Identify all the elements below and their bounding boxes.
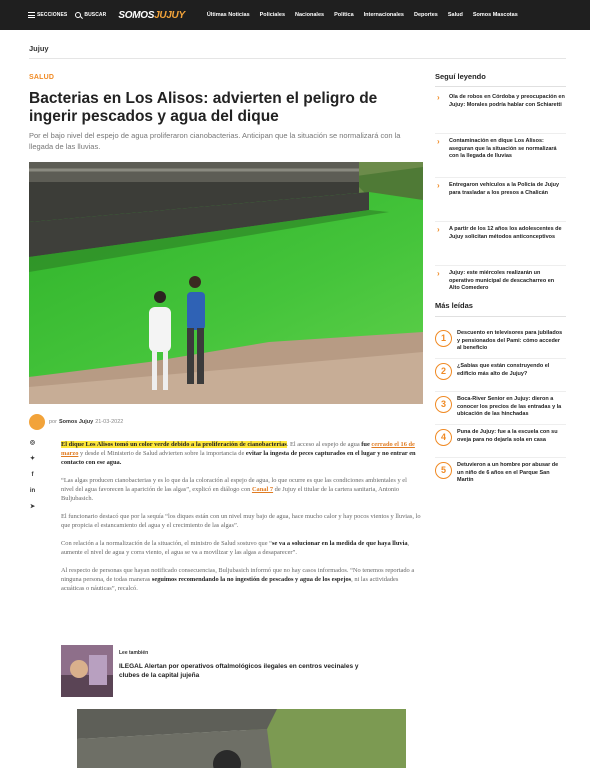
sections-label: SECCIONES [37, 12, 68, 18]
rank-badge: 4 [435, 429, 452, 446]
nav-item-internacionales[interactable]: Internacionales [363, 12, 404, 18]
inline-link[interactable]: Canal 7 [251, 486, 274, 493]
paragraph: El funcionario destacó que por la sequía “los diques están con un nivel muy bajo de agua, hace mucho calor y hay pocos vientos y lluvias, lo que propicia el estancamiento del agua y el crecimiento de las algas”. [61, 513, 421, 529]
keep-reading-title: Seguí leyendo [435, 72, 486, 81]
list-item[interactable]: › Jujuy: este miércoles realizarán un operativo municipal de descacharreo en Alto Comedero [437, 269, 555, 291]
rank-badge: 1 [435, 330, 452, 347]
share-bar [29, 440, 37, 520]
paragraph: “Las algas producen cianobacterias y es lo que da la coloración al espejo de agua, lo que ocurre es que las condiciones ambientales y el nivel del agua favorecen la aparición de las algas”, explicó en diálogo con Canal 7 de Jujuy el titular de la cartera sanitaria, Antonio Buljubasich. [61, 477, 407, 502]
list-item[interactable]: › Ola de robos en Córdoba y preocupación en Jujuy: Morales podría hablar con Schiaretti [435, 94, 566, 134]
author-name[interactable]: Somos Jujuy [58, 419, 94, 425]
list-item[interactable]: 4 Puna de Jujuy: fue a la escuela con su oveja para no dejarla sola en casa [435, 429, 566, 458]
nav-item-ultimas-noticias[interactable]: Últimas Noticias [206, 12, 250, 18]
most-read-list [435, 330, 566, 491]
sections-menu-button[interactable] [28, 12, 67, 18]
most-read-title: Más leídas [435, 301, 473, 310]
search-label: BUSCAR [84, 12, 107, 18]
publish-date: 21-03-2022 [95, 419, 124, 425]
nav-item-politica[interactable]: Política [334, 12, 354, 18]
chevron-right-icon: › [437, 225, 440, 234]
list-item[interactable]: 2 ¿Sabías que están construyendo el edificio más alto de Jujuy? [435, 363, 566, 392]
site-logo[interactable]: SOMOSJUJUY [118, 9, 185, 21]
chevron-right-icon: › [437, 269, 440, 278]
facebook-icon[interactable]: f [31, 472, 34, 478]
inline-link[interactable]: cerrado el 16 de marzo [61, 441, 415, 457]
nav-item-somos-mascotas[interactable]: Somos Mascotas [472, 12, 518, 18]
rank-badge: 5 [435, 462, 452, 479]
related-label: Lee también [119, 650, 149, 656]
divider [29, 58, 566, 59]
chevron-right-icon: › [437, 93, 440, 102]
list-item[interactable]: › A partir de los 12 años los adolescentes de Jujuy solicitan métodos anticonceptivos [435, 226, 566, 266]
nav-item-policiales[interactable]: Policiales [259, 12, 286, 18]
list-item[interactable]: 5 Detuvieron a un hombre por abusar de un niño de 6 años en el Parque San Martín [435, 462, 566, 491]
twitter-icon[interactable]: ✦ [29, 456, 36, 462]
nav-item-nacionales[interactable]: Nacionales [295, 12, 325, 18]
paragraph: Con relación a la normalización de la situación, el ministro de Salud sostuvo que “se va a solucionar en la medida de que haya lluvia, aumente el nivel de agua y corra viento, el agua se va a movilizar y las algas a desaparecer”. [61, 540, 410, 556]
paragraph: El dique Los Alisos tomó un color verde debido a la proliferación de cianobacterias. El acceso al espejo de agua fue cerrado el 16 de marzo y desde el Ministerio de Salud advierten sobre la importancia de evitar la ingesta de peces capturados en el lugar y no entrar en contacto con ese agua. [61, 441, 416, 466]
chevron-right-icon: › [437, 137, 440, 146]
article-hero-image [29, 162, 423, 404]
author-avatar [29, 414, 45, 430]
nav-item-salud[interactable]: Salud [447, 12, 463, 18]
whatsapp-icon[interactable]: ◎ [29, 440, 36, 446]
byline-prefix: por [49, 419, 57, 425]
article-subtitle: Por el bajo nivel del espejo de agua proliferaron cianobacterias. Anticipan que la situación se normalizará con la llegada de las lluvias. [29, 131, 401, 151]
divider [435, 86, 566, 87]
byline [29, 414, 123, 430]
list-item[interactable]: › Contaminación en dique Los Alisos: aseguran que la situación se normalizará con la llegada de lluvias [435, 138, 566, 178]
keep-reading-list [435, 94, 566, 300]
linkedin-icon[interactable]: in [29, 488, 36, 494]
main-nav [207, 12, 528, 18]
chevron-right-icon: › [437, 181, 440, 190]
list-item[interactable]: 3 Boca-River Senior en Jujuy: dieron a conocer los precios de las entradas y la ubicación de las hinchadas [435, 396, 566, 425]
article-second-image [77, 709, 406, 768]
nav-item-deportes[interactable]: Deportes [414, 12, 438, 18]
related-article[interactable] [61, 645, 361, 697]
search-button[interactable] [75, 12, 106, 18]
telegram-icon[interactable]: ➤ [29, 504, 36, 510]
list-item[interactable]: 1 Descuento en televisores para jubilados y pensionados del Pami: cómo acceder al beneficio [435, 330, 566, 359]
top-navigation-bar [0, 0, 590, 30]
article-title: Bacterias en Los Alisos: advierten el peligro de ingerir pescados y agua del dique [29, 90, 378, 125]
related-article-thumbnail [61, 645, 113, 697]
rank-badge: 3 [435, 396, 452, 413]
search-icon [75, 12, 81, 18]
divider [435, 316, 566, 317]
section-title[interactable]: Jujuy [29, 44, 49, 53]
article-category[interactable]: SALUD [29, 74, 55, 81]
article-body [61, 440, 421, 602]
rank-badge: 2 [435, 363, 452, 380]
list-item[interactable]: › Entregaron vehículos a la Policía de Jujuy para trasladar a los presos a Chalicán [435, 182, 566, 222]
hamburger-icon [28, 12, 35, 18]
related-title[interactable]: ILEGAL Alertan por operativos oftalmológicos ilegales en centros vecinales y clubes de la capital jujeña [119, 663, 359, 679]
paragraph: Al respecto de personas que hayan notificado consecuencias, Buljubasich informó que no hay casos informados. “No tenemos reportado a ninguna persona, de todas maneras seguimos recomendando la no ingestión de pescados y agua de los espejos, ni las actividades acuáticas o náuticas”, recalcó. [61, 567, 415, 592]
